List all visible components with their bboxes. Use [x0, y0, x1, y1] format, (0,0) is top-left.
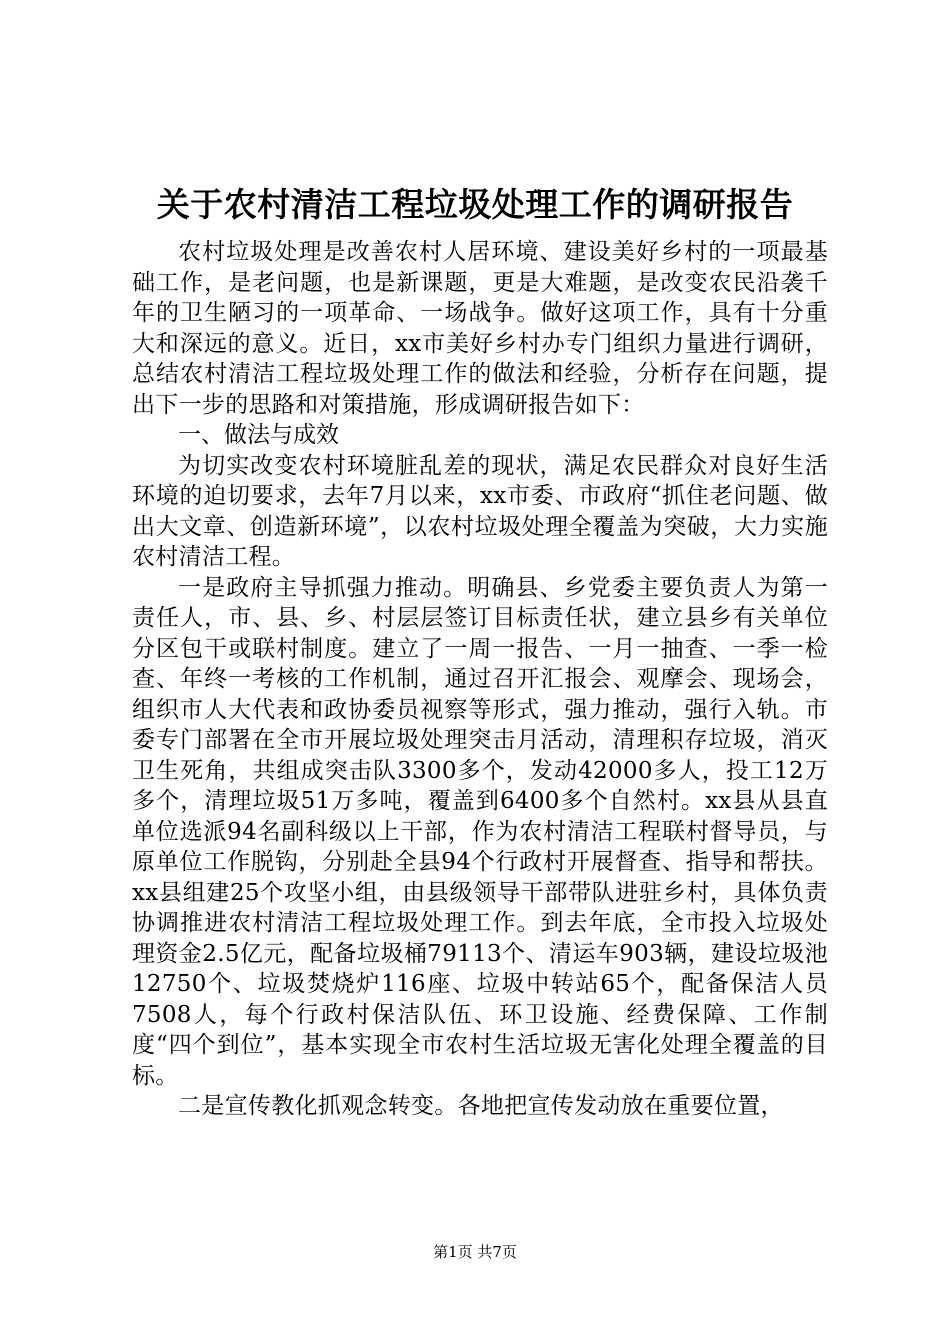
section-heading: 一、做法与成效	[178, 422, 339, 448]
paragraph-overview: 为切实改变农村环境脏乱差的现状，满足农民群众对良好生活环境的迫切要求，去年7月以来，xx市委、市政府“抓住老问题、做出大文章、创造新环境”，以农村垃圾处理全覆盖为突破，大力实施农村清洁工程。	[132, 452, 828, 570]
page-footer: 第1页 共7页	[433, 1243, 517, 1261]
document-title: 关于农村清洁工程垃圾处理工作的调研报告	[156, 185, 794, 224]
paragraph-point-two: 二是宣传教化抓观念转变。各地把宣传发动放在重要位置，	[178, 1093, 784, 1119]
paragraph-point-one: 一是政府主导抓强力推动。明确县、乡党委主要负责人为第一责任人，市、县、乡、村层层签订目标责任状，建立县乡有关单位分区包干或联村制度。建立了一周一报告、一月一抽查、一季一检查、年终一考核的工作机制，通过召开汇报会、观摩会、现场会，组织市人大代表和政协委员视察等形式，强力推动，强行入轨。市委专门部署在全市开展垃圾处理突击月活动，清理积存垃圾，消灭卫生死角，共组成突击队3300多个，发动42000多人，投工12万多个，清理垃圾51万多吨，覆盖到6400多个自然村。xx县从县直单位选派94名副科级以上干部，作为农村清洁工程联村督导员，与原单位工作脱钩，分别赴全县94个行政村开展督查、指导和帮扶。xx县组建25个攻坚小组，由县级领导干部带队进驻乡村，具体负责协调推进农村清洁工程垃圾处理工作。到去年底，全市投入垃圾处理资金2.5亿元，配备垃圾桶79113个、清运车903辆，建设垃圾池12750个、垃圾焚烧炉116座、垃圾中转站65个，配备保洁人员7508人，每个行政村保洁队伍、环卫设施、经费保障、工作制度“四个到位”，基本实现全市农村生活垃圾无害化处理全覆盖的目标。	[132, 574, 828, 1089]
document-body	[132, 237, 828, 1122]
paragraph-intro: 农村垃圾处理是改善农村人居环境、建设美好乡村的一项最基础工作，是老问题，也是新课题，更是大难题，是改变农民沿袭千年的卫生陋习的一项革命、一场战争。做好这项工作，具有十分重大和深远的意义。近日，xx市美好乡村办专门组织力量进行调研，总结农村清洁工程垃圾处理工作的做法和经验，分析存在问题，提出下一步的思路和对策措施，形成调研报告如下：	[132, 239, 828, 418]
